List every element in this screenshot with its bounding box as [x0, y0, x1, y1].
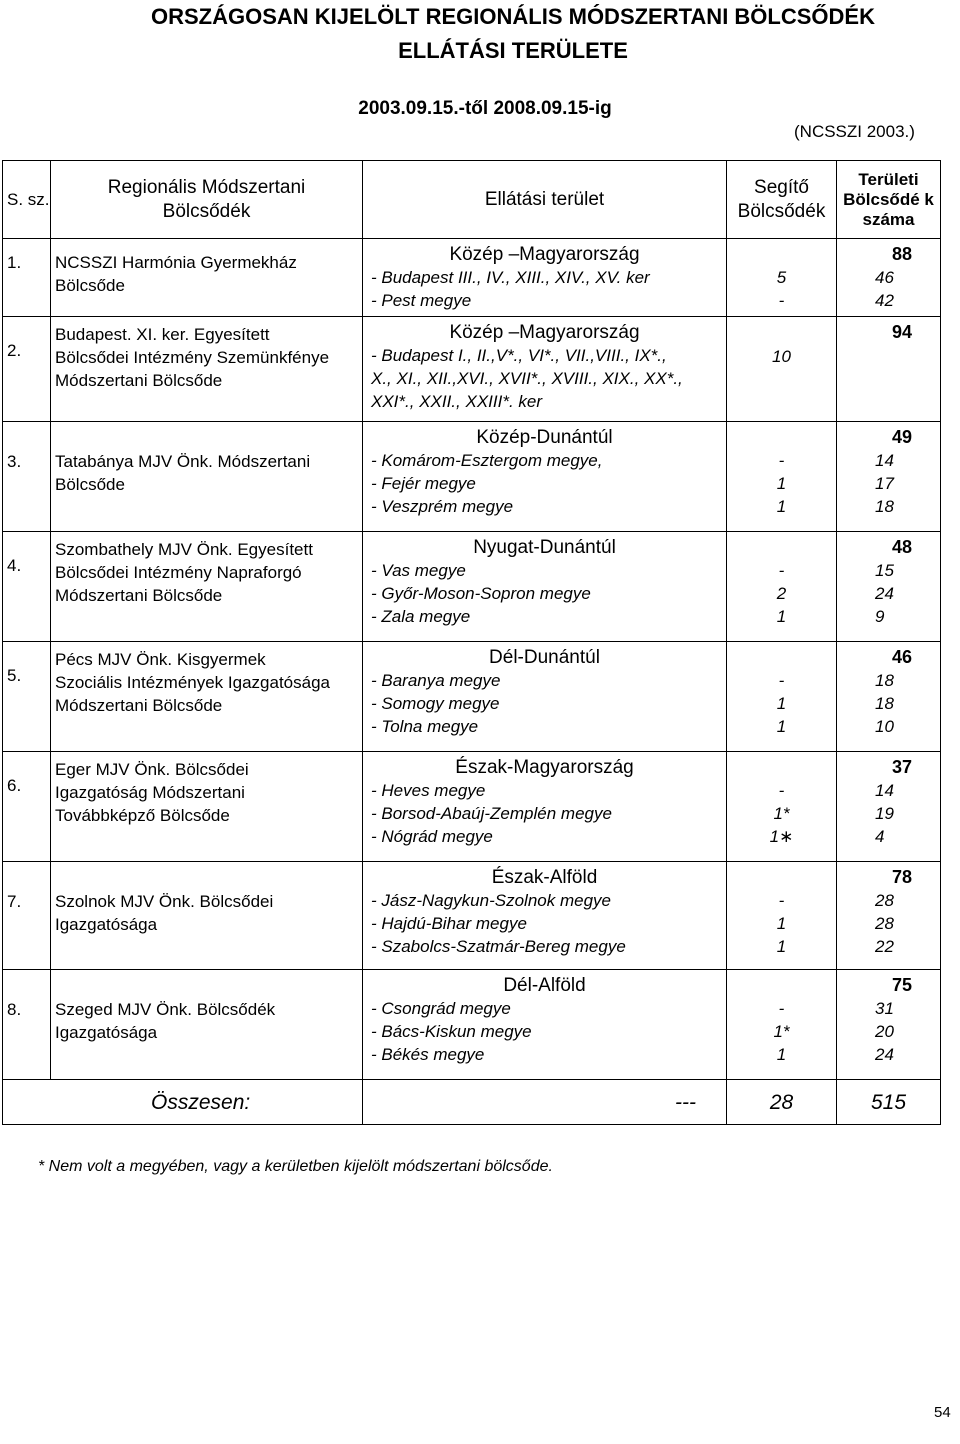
helper-nurseries — [727, 317, 837, 422]
county-count: 14 — [875, 451, 894, 470]
regional-nursery-count — [837, 642, 941, 752]
area-line: - Pest megye — [371, 291, 472, 310]
region-total: 88 — [891, 244, 912, 264]
document-title-line2: ELLÁTÁSI TERÜLETE — [398, 38, 628, 63]
header-area: Ellátási terület — [363, 161, 727, 239]
area-line: - Borsod-Abaúj-Zemplén megye — [371, 804, 612, 823]
area-line: - Fejér megye — [371, 474, 476, 493]
institution-name: Szeged MJV Önk. Bölcsődék Igazgatósága — [51, 970, 363, 1080]
row-number: 6. — [3, 752, 51, 862]
helper-count: - — [778, 561, 785, 580]
helper-count: 1 — [776, 474, 787, 493]
region-total: 48 — [891, 537, 912, 557]
helper-count: 5 — [776, 268, 787, 287]
county-count: 10 — [875, 717, 894, 736]
helper-count: - — [778, 891, 785, 910]
region-name: Dél-Alföld — [503, 975, 586, 996]
institution-name: Pécs MJV Önk. Kisgyermek Szociális Intézmények Igazgatósága Módszertani Bölcsőde — [51, 642, 363, 752]
county-count: 42 — [875, 291, 894, 310]
row-number: 4. — [3, 532, 51, 642]
document-title-line1: ORSZÁGOSAN KIJELÖLT REGIONÁLIS MÓDSZERTANI BÖLCSŐDÉK — [151, 4, 875, 29]
county-count: 28 — [875, 914, 894, 933]
total-helpers: 28 — [727, 1080, 837, 1125]
area-line: - Somogy megye — [371, 694, 500, 713]
header-row — [3, 161, 941, 239]
helper-count: 1 — [776, 717, 787, 736]
service-area — [363, 422, 727, 532]
service-area — [363, 317, 727, 422]
service-area — [363, 970, 727, 1080]
area-line: - Komárom-Esztergom megye, — [371, 451, 603, 470]
county-count: 19 — [875, 804, 894, 823]
county-count: 14 — [875, 781, 894, 800]
regional-nursery-count — [837, 752, 941, 862]
county-count: 22 — [875, 937, 894, 956]
area-line: - Tolna megye — [371, 717, 479, 736]
helper-nurseries — [727, 532, 837, 642]
helper-count: - — [778, 671, 785, 690]
institution-name: NCSSZI Harmónia Gyermekház Bölcsőde — [51, 239, 363, 317]
service-area — [363, 862, 727, 970]
regional-nursery-count — [837, 422, 941, 532]
table-row — [3, 532, 941, 642]
institution-name: Budapest. XI. ker. Egyesített Bölcsődei Intézmény Szemünkfénye Módszertani Bölcsőde — [51, 317, 363, 422]
county-count: 24 — [875, 584, 894, 603]
helper-count: 1 — [776, 914, 787, 933]
row-number: 1. — [3, 239, 51, 317]
county-count: 46 — [875, 268, 894, 287]
regional-nursery-count — [837, 239, 941, 317]
total-dash: --- — [363, 1080, 727, 1125]
area-line: - Békés megye — [371, 1045, 485, 1064]
area-line: - Budapest III., IV., XIII., XIV., XV. ker — [371, 268, 650, 287]
regional-nursery-count — [837, 970, 941, 1080]
helper-nurseries — [727, 752, 837, 862]
table-body — [3, 239, 941, 1080]
area-line: - Heves megye — [371, 781, 486, 800]
region-total: 94 — [891, 322, 912, 342]
regional-nursery-count — [837, 862, 941, 970]
table-row — [3, 752, 941, 862]
service-area — [363, 532, 727, 642]
helper-count: 1* — [773, 804, 790, 823]
helper-nurseries — [727, 970, 837, 1080]
region-total: 49 — [891, 427, 912, 447]
county-count: 18 — [875, 694, 894, 713]
row-number: 7. — [3, 862, 51, 970]
helper-count: 1 — [776, 937, 787, 956]
table-row — [3, 970, 941, 1080]
region-name: Közép –Magyarország — [449, 244, 640, 265]
regional-nurseries-table — [2, 160, 941, 1125]
region-name: Közép-Dunántúl — [476, 427, 613, 448]
header-count: Területi Bölcsődé k száma — [837, 161, 941, 239]
helper-nurseries — [727, 642, 837, 752]
helper-count: 1 — [776, 694, 787, 713]
region-total: 75 — [891, 975, 912, 995]
institution-name: Eger MJV Önk. Bölcsődei Igazgatóság Módszertani Továbbképző Bölcsőde — [51, 752, 363, 862]
region-name: Közép –Magyarország — [449, 322, 640, 343]
area-line: - Baranya megye — [371, 671, 501, 690]
row-number: 3. — [3, 422, 51, 532]
institution-name: Tatabánya MJV Önk. Módszertani Bölcsőde — [51, 422, 363, 532]
service-area — [363, 642, 727, 752]
helper-count: 1 — [776, 1045, 787, 1064]
helper-count: - — [778, 291, 785, 310]
header-helper: Segítő Bölcsődék — [727, 161, 837, 239]
region-name: Észak-Magyarország — [455, 757, 634, 778]
region-total: 46 — [891, 647, 912, 667]
table-row — [3, 317, 941, 422]
county-count: 4 — [875, 827, 885, 846]
table-row — [3, 642, 941, 752]
area-line: - Szabolcs-Szatmár-Bereg megye — [371, 937, 626, 956]
area-line: - Nógrád megye — [371, 827, 493, 846]
area-line: - Bács-Kiskun megye — [371, 1022, 532, 1041]
institution-name: Szombathely MJV Önk. Egyesített Bölcsődei Intézmény Napraforgó Módszertani Bölcsőde — [51, 532, 363, 642]
table-row — [3, 862, 941, 970]
area-line: - Vas megye — [371, 561, 466, 580]
area-line: - Veszprém megye — [371, 497, 514, 516]
footnote: * Nem volt a megyében, vagy a kerületben kijelölt módszertani bölcsőde. — [38, 1158, 553, 1175]
total-label: Összesen: — [3, 1080, 363, 1125]
source-reference: (NCSSZI 2003.) — [794, 122, 915, 141]
validity-period: 2003.09.15.-től 2008.09.15-ig — [358, 98, 612, 119]
county-count: 18 — [875, 671, 894, 690]
county-count: 9 — [875, 607, 885, 626]
area-line: - Zala megye — [371, 607, 471, 626]
helper-count: 10 — [772, 347, 791, 366]
helper-nurseries — [727, 239, 837, 317]
page-number: 54 — [934, 1404, 951, 1421]
regional-nursery-count — [837, 532, 941, 642]
area-line: - Csongrád megye — [371, 999, 511, 1018]
helper-count: 1* — [773, 1022, 790, 1041]
helper-count: 2 — [776, 584, 787, 603]
county-count: 15 — [875, 561, 894, 580]
helper-count: 1∗ — [769, 827, 794, 846]
helper-nurseries — [727, 862, 837, 970]
county-count: 18 — [875, 497, 894, 516]
row-number: 5. — [3, 642, 51, 752]
table-row — [3, 422, 941, 532]
helper-count: - — [778, 451, 785, 470]
helper-count: 1 — [776, 497, 787, 516]
region-total: 37 — [891, 757, 912, 777]
county-count: 20 — [875, 1022, 894, 1041]
table-row — [3, 239, 941, 317]
total-sum: 515 — [837, 1080, 941, 1125]
helper-count: 1 — [776, 607, 787, 626]
county-count: 17 — [875, 474, 894, 493]
service-area — [363, 752, 727, 862]
helper-count: - — [778, 781, 785, 800]
row-number: 2. — [3, 317, 51, 422]
service-area — [363, 239, 727, 317]
helper-count: - — [778, 999, 785, 1018]
area-line: - Jász-Nagykun-Szolnok megye — [371, 891, 611, 910]
county-count: 31 — [875, 999, 894, 1018]
total-row — [3, 1080, 941, 1125]
region-name: Dél-Dunántúl — [489, 647, 600, 668]
helper-nurseries — [727, 422, 837, 532]
region-name: Észak-Alföld — [491, 867, 598, 888]
institution-name: Szolnok MJV Önk. Bölcsődei Igazgatósága — [51, 862, 363, 970]
header-institution: Regionális Módszertani Bölcsődék — [51, 161, 363, 239]
header-nr: S. sz. — [3, 161, 51, 239]
region-name: Nyugat-Dunántúl — [473, 537, 616, 558]
county-count: 24 — [875, 1045, 894, 1064]
area-line: - Budapest I., II.,V*., VI*., VII.,VIII., IX*., X., XI., XII.,XVI., XVII*., XVIII., XIX., XX*., XXI*., XXII., XXIII*. ker — [371, 346, 683, 411]
row-number: 8. — [3, 970, 51, 1080]
region-total: 78 — [891, 867, 912, 887]
regional-nursery-count — [837, 317, 941, 422]
area-line: - Hajdú-Bihar megye — [371, 914, 527, 933]
area-line: - Győr-Moson-Sopron megye — [371, 584, 591, 603]
county-count: 28 — [875, 891, 894, 910]
